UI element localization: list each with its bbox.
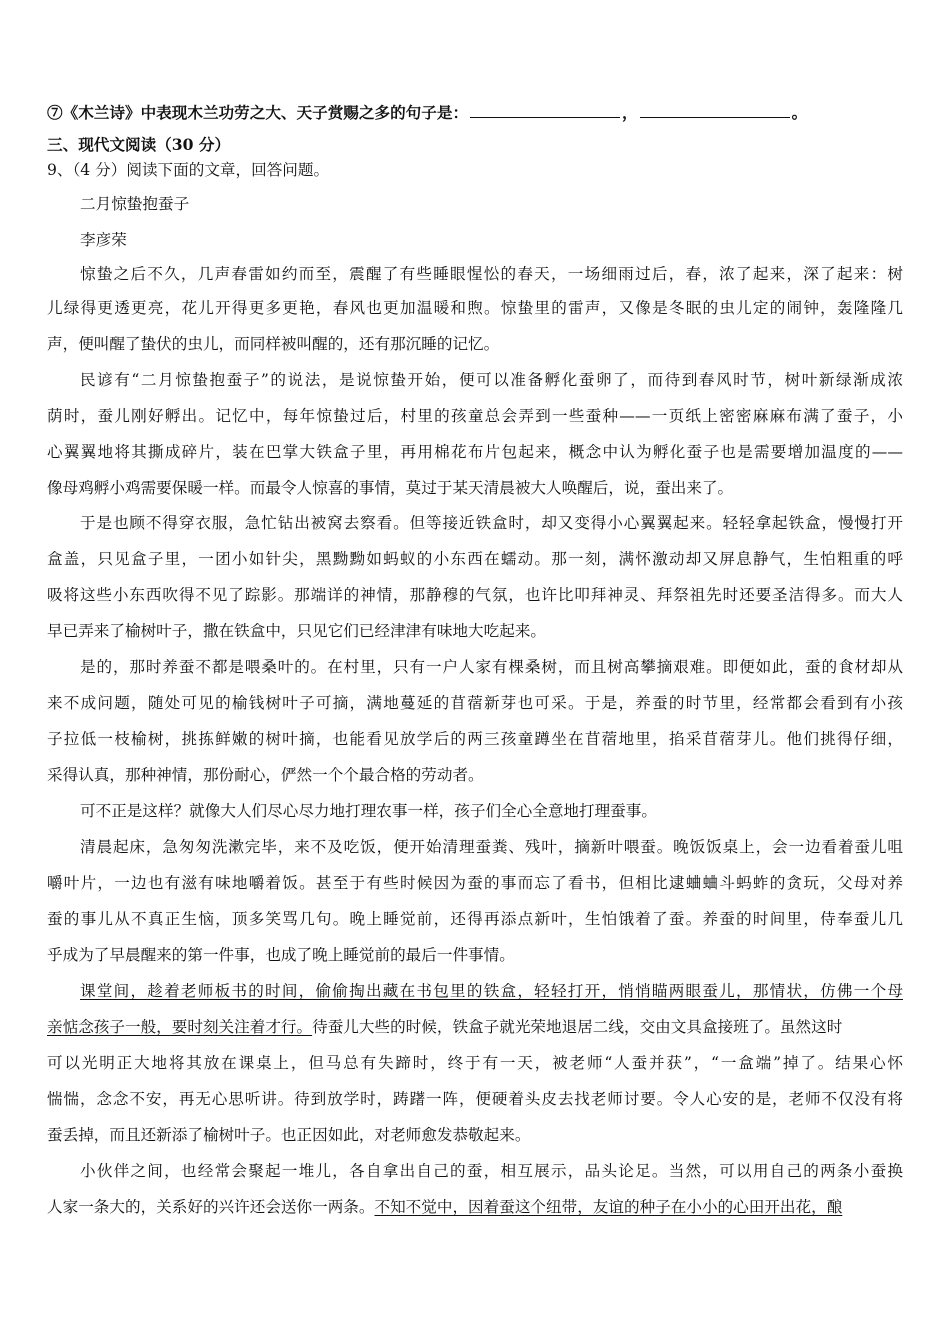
article-line: 可以光明正大地将其放在课桌上，但马总有失蹄时，终于有一天，被老师“人蚕并获”，“一盒端”掉了。结果心怀 [47, 1054, 903, 1072]
underlined-passage-line: 课堂间，趁着老师板书的时间，偷偷掏出藏在书包里的铁盒，轻轻打开，悄悄瞄两眼蚕儿，那情状，仿佛一个母 [80, 982, 903, 1000]
answer-blank-1[interactable] [470, 103, 620, 118]
article-line: 心翼翼地将其撕成碎片，装在巴掌大铁盒子里，再用棉花布片包起来，概念中认为孵化蚕子也是需要增加温度的—— [47, 443, 903, 461]
article-line: 子拉低一枝榆树，挑拣鲜嫩的树叶摘，也能看见放学后的两三孩童蹲坐在苜蓿地里，掐采苜蓿芽儿。他们挑得仔细， [47, 730, 903, 748]
question-7-line [47, 103, 903, 123]
article-author: 李彦荣 [80, 231, 127, 249]
article-line: 盒盖，只见盒子里，一团小如针尖，黑黝黝如蚂蚁的小东西在蠕动。那一刻，满怀激动却又屏息静气，生怕粗重的呼 [47, 550, 903, 568]
article-text: 待蚕儿大些的时候，铁盒子就光荣地退居二线，交由文具盒接班了。虽然这时 [312, 1018, 843, 1036]
comma: ， [622, 103, 638, 122]
article-line: 是的，那时养蚕不都是喂桑叶的。在村里，只有一户人家有棵桑树，而且树高攀摘艰难。即便如此，蚕的食材却从 [80, 658, 903, 676]
article-line: 清晨起床，急匆匆洗漱完毕，来不及吃饭，便开始清理蚕粪、残叶，摘新叶喂蚕。晚饭饭桌上，会一边看着蚕儿咀 [80, 838, 903, 856]
article-line: 儿绿得更透更亮，花儿开得更多更艳，春风也更加温暖和煦。惊蛰里的雷声，又像是冬眠的虫儿定的闹钟，轰隆隆几 [47, 299, 903, 317]
answer-blank-2[interactable] [640, 103, 790, 118]
article-line: 可不正是这样？就像大人们尽心尽力地打理农事一样，孩子们全心全意地打理蚕事。 [80, 802, 657, 820]
article-line: 民谚有“二月惊蛰抱蚕子”的说法，是说惊蛰开始，便可以准备孵化蚕卵了，而待到春风时节，树叶新绿渐成浓 [80, 371, 903, 389]
period: 。 [791, 103, 808, 122]
underlined-passage-2: 不知不觉中，因着蚕这个纽带，友谊的种子在小小的心田开出花，酿 [374, 1198, 843, 1216]
article-line: 像母鸡孵小鸡需要保暖一样。而最令人惊喜的事情，莫过于某天清晨被大人唤醒后，说，蚕出来了。 [47, 479, 734, 497]
question-7-text: ⑦《木兰诗》中表现木兰功劳之大、天子赏赐之多的句子是： [47, 103, 469, 122]
article-line: 来不成问题，随处可见的榆钱树叶子可摘，满地蔓延的苜蓿新芽也可采。于是，养蚕的时节里，经常都会看到有小孩 [47, 694, 903, 712]
article-line: 荫时，蚕儿刚好孵出。记忆中，每年惊蛰过后，村里的孩童总会弄到一些蚕种——一页纸上密密麻麻布满了蚕子，小 [47, 407, 903, 425]
article-line: 惊蛰之后不久，几声春雷如约而至，震醒了有些睡眼惺忪的春天，一场细雨过后，春，浓了起来，深了起来：树 [80, 265, 903, 283]
section-3-heading: 三、现代文阅读（30 分） [47, 135, 231, 154]
article-line: 蚕的事儿从不真正生恼，顶多笑骂几句。晚上睡觉前，还得再添点新叶，生怕饿着了蚕。养蚕的时间里，侍奉蚕儿几 [47, 910, 903, 928]
article-line-mixed [47, 1197, 903, 1217]
article-line: 惴惴，念念不安，再无心思听讲。待到放学时，踌躇一阵，便硬着头皮去找老师讨要。令人心安的是，老师不仅没有将 [47, 1090, 903, 1108]
article-line: 早已弄来了榆树叶子，撒在铁盒中，只见它们已经津津有味地大吃起来。 [47, 622, 547, 640]
article-line-mixed [47, 1017, 903, 1037]
article-line: 采得认真，那种神情，那份耐心，俨然一个个最合格的劳动者。 [47, 766, 484, 784]
article-title: 二月惊蛰抱蚕子 [80, 195, 190, 213]
article-line: 嚼叶片，一边也有滋有味地嚼着饭。甚至于有些时候因为蚕的事而忘了看书，但相比逮蛐蛐斗蚂蚱的贪玩，父母对养 [47, 874, 903, 892]
article-line: 声，便叫醒了蛰伏的虫儿，而同样被叫醒的，还有那沉睡的记忆。 [47, 335, 500, 353]
underlined-passage-end: 亲惦念孩子一般，要时刻关注着才行。 [47, 1018, 313, 1036]
article-line: 于是也顾不得穿衣服，急忙钻出被窝去察看。但等接近铁盒时，却又变得小心翼翼起来。轻轻拿起铁盒，慢慢打开 [80, 514, 903, 532]
article-line: 蚕丢掉，而且还新添了榆树叶子。也正因如此，对老师愈发恭敬起来。 [47, 1126, 531, 1144]
article-text: 人家一条大的，关系好的兴许还会送你一两条。 [47, 1198, 375, 1216]
article-line: 吸将这些小东西吹得不见了踪影。那端详的神情，那静穆的气氛，也许比叩拜神灵、拜祭祖先时还要圣洁得多。而大人 [47, 586, 903, 604]
article-line: 乎成为了早晨醒来的第一件事，也成了晚上睡觉前的最后一件事情。 [47, 946, 515, 964]
article-line: 小伙伴之间，也经常会聚起一堆儿，各自拿出自己的蚕，相互展示，品头论足。当然，可以用自己的两条小蚕换 [80, 1162, 903, 1180]
question-9-prompt: 9、（4 分）阅读下面的文章，回答问题。 [47, 161, 330, 179]
